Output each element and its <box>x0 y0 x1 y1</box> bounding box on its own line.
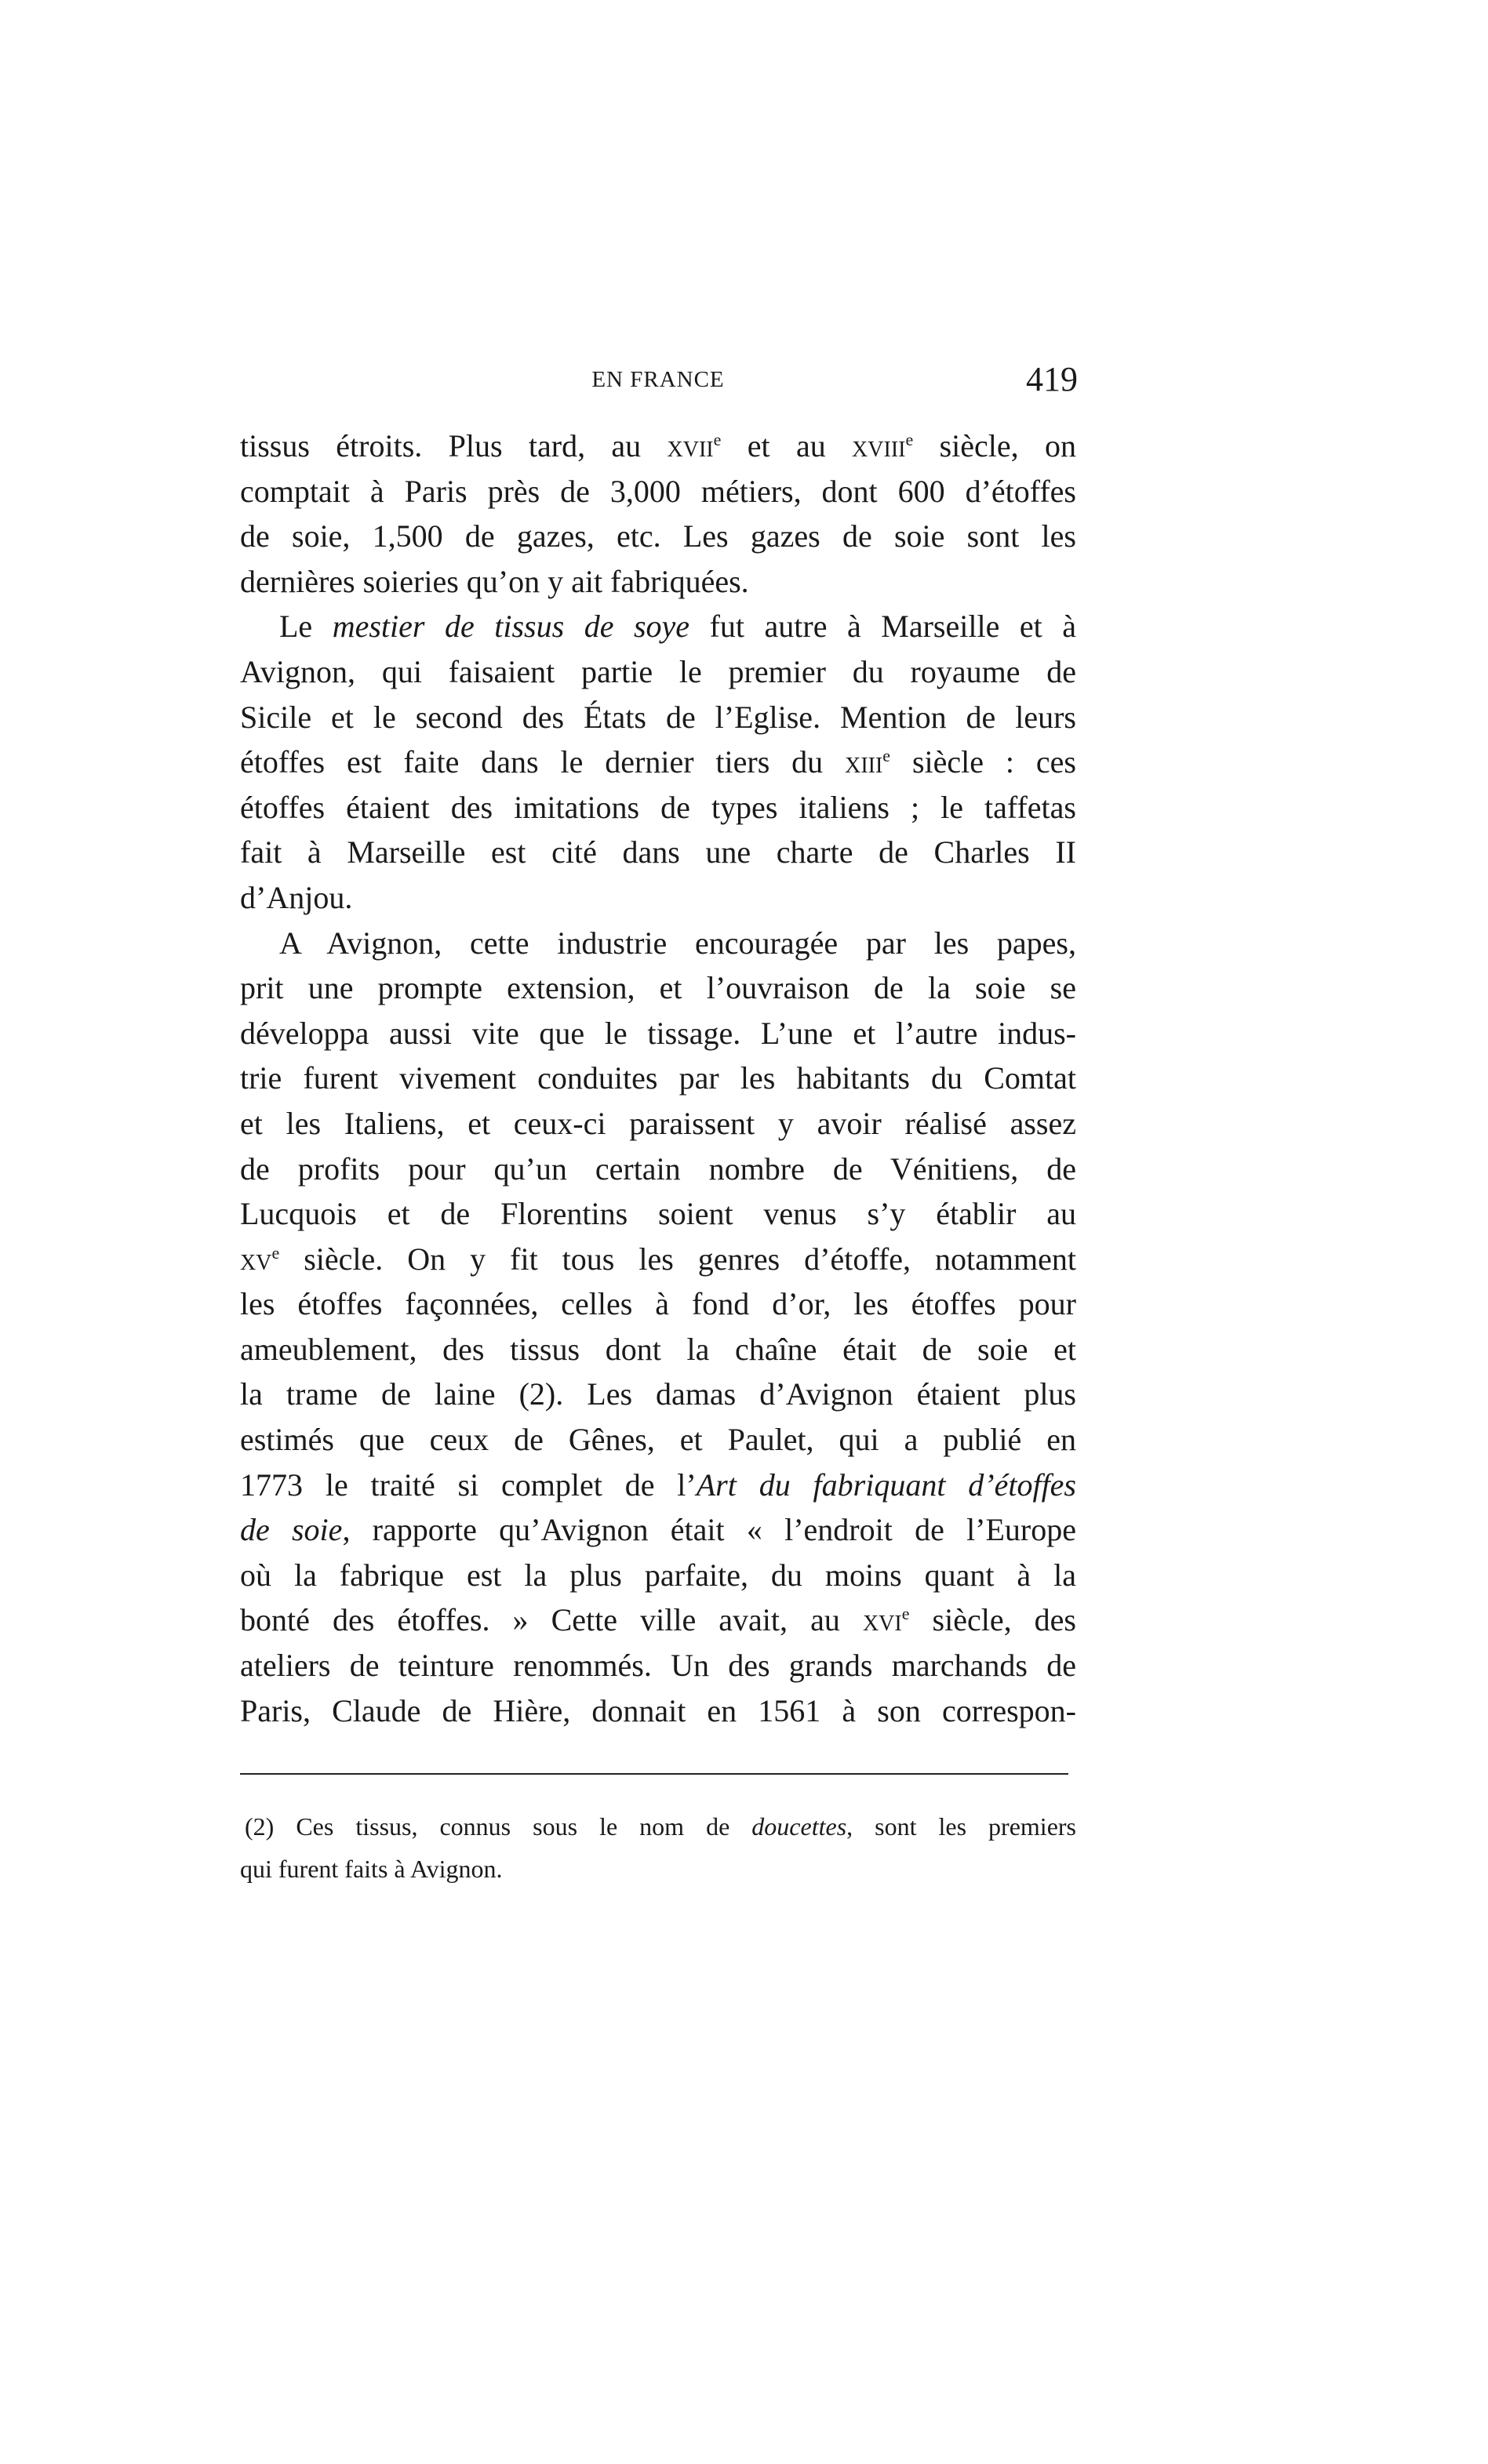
text-run: qui furent faits à Avignon. <box>240 1855 503 1883</box>
text-line <box>240 695 1076 740</box>
text-run: Sicile et le second des États de l’Eglise. Mention de leurs <box>240 699 1076 735</box>
text-line <box>240 1463 1076 1508</box>
text-run: de soie, 1,500 de gazes, etc. Les gazes de soie sont les <box>240 518 1076 554</box>
text-run: les étoffes façonnées, celles à fond d’or, les étoffes pour <box>240 1286 1076 1322</box>
text-line <box>240 1597 1076 1643</box>
text-run: Avignon, qui faisaient partie le premier du royaume de <box>240 653 1076 689</box>
text-run: étoffes étaient des imitations de types italiens ; le taffetas <box>240 789 1076 825</box>
text-run: xvii <box>667 428 714 463</box>
page-number: 419 <box>1026 360 1078 398</box>
text-run: de profits pour qu’un certain nombre de Vénitiens, de <box>240 1150 1076 1187</box>
text-run: (2) Ces tissus, connus sous le nom de <box>245 1812 752 1841</box>
text-line <box>240 875 1076 921</box>
text-line <box>240 1056 1076 1101</box>
text-line <box>240 1372 1076 1417</box>
superscript: e <box>901 1604 910 1624</box>
text-run: xv <box>240 1241 272 1277</box>
italic-text: de soie <box>240 1512 343 1548</box>
text-line <box>240 559 1076 605</box>
text-line <box>240 469 1076 514</box>
text-run: comptait à Paris près de 3,000 métiers, dont 600 d’étoffes <box>240 473 1076 509</box>
text-run: fut autre à Marseille et à <box>689 609 1077 645</box>
text-run: Le <box>279 609 333 645</box>
text-line <box>240 921 1076 966</box>
footnotes <box>240 1805 1076 1890</box>
text-line <box>240 1237 1076 1282</box>
italic-text: mestier de tissus de soye <box>332 609 690 645</box>
text-run: bonté des étoffes. » Cette ville avait, au <box>240 1602 863 1638</box>
text-line <box>240 1281 1076 1327</box>
text-run: xviii <box>852 428 906 463</box>
text-run: fait à Marseille est cité dans une charte de Charles II <box>240 834 1076 870</box>
text-run: et au <box>721 428 853 463</box>
text-run: ameublement, des tissus dont la chaîne était de soie et <box>240 1331 1076 1367</box>
superscript: e <box>713 430 722 449</box>
text-line <box>240 1688 1076 1734</box>
text-line <box>240 1643 1076 1688</box>
text-run: , sont les premiers <box>846 1812 1077 1841</box>
text-run: tissus étroits. Plus tard, au <box>240 428 668 463</box>
text-line <box>240 514 1076 559</box>
running-title: EN FRANCE <box>591 367 725 392</box>
text-line <box>240 1191 1076 1237</box>
text-run: ateliers de teinture renommés. Un des grands marchands de <box>240 1648 1076 1684</box>
superscript: e <box>905 430 914 449</box>
text-run: et les Italiens, et ceux-ci paraissent y avoir réalisé assez <box>240 1105 1076 1141</box>
text-line <box>240 1507 1076 1553</box>
text-run: siècle, des <box>909 1602 1077 1638</box>
text-run: , rapporte qu’Avignon était « l’endroit de l’Europe <box>342 1512 1077 1548</box>
text-run: prit une prompte extension, et l’ouvraison de la soie se <box>240 970 1076 1006</box>
text-line <box>240 785 1076 830</box>
footnote-line <box>240 1805 1076 1848</box>
text-run: siècle : ces <box>890 744 1076 780</box>
text-line <box>240 1147 1076 1192</box>
text-run: dernières soieries qu’on y ait fabriquées. <box>240 563 749 599</box>
text-run: siècle. On y fit tous les genres d’étoffe, notamment <box>279 1241 1076 1277</box>
text-run: A Avignon, cette industrie encouragée par les papes, <box>279 925 1076 961</box>
text-line <box>240 423 1076 469</box>
body-text <box>240 423 1076 1733</box>
superscript: e <box>882 746 891 766</box>
text-line <box>240 1327 1076 1372</box>
text-line <box>240 1417 1076 1463</box>
text-run: étoffes est faite dans le dernier tiers du <box>240 744 846 780</box>
text-line <box>240 830 1076 875</box>
text-line <box>240 1011 1076 1056</box>
text-line <box>240 1553 1076 1598</box>
text-line <box>240 1101 1076 1147</box>
italic-text: Art du fabriquant d’étoffes <box>696 1466 1076 1503</box>
text-line <box>240 604 1076 649</box>
text-run: xvi <box>862 1602 902 1638</box>
running-head <box>240 362 1076 402</box>
text-line <box>240 740 1076 785</box>
text-run: Lucquois et de Florentins soient venus s’y établir au <box>240 1196 1076 1232</box>
footnote-line <box>240 1848 1076 1890</box>
text-run: la trame de laine (2). Les damas d’Avignon étaient plus <box>240 1376 1076 1412</box>
text-run: trie furent vivement conduites par les habitants du Comtat <box>240 1060 1076 1096</box>
text-run: 1773 le traité si complet de l’ <box>240 1466 697 1503</box>
italic-text: doucettes <box>751 1812 847 1841</box>
text-run: développa aussi vite que le tissage. L’une et l’autre indus- <box>240 1015 1076 1051</box>
text-run: d’Anjou. <box>240 879 353 915</box>
text-run: xiii <box>845 744 883 780</box>
text-run: Paris, Claude de Hière, donnait en 1561 à son correspon- <box>240 1692 1076 1728</box>
text-run: estimés que ceux de Gênes, et Paulet, qui a publié en <box>240 1422 1076 1458</box>
text-line <box>240 649 1076 695</box>
superscript: e <box>271 1242 280 1263</box>
text-line <box>240 965 1076 1011</box>
footnote-rule <box>240 1773 1068 1775</box>
text-run: où la fabrique est la plus parfaite, du moins quant à la <box>240 1557 1076 1593</box>
text-run: siècle, on <box>913 428 1076 463</box>
